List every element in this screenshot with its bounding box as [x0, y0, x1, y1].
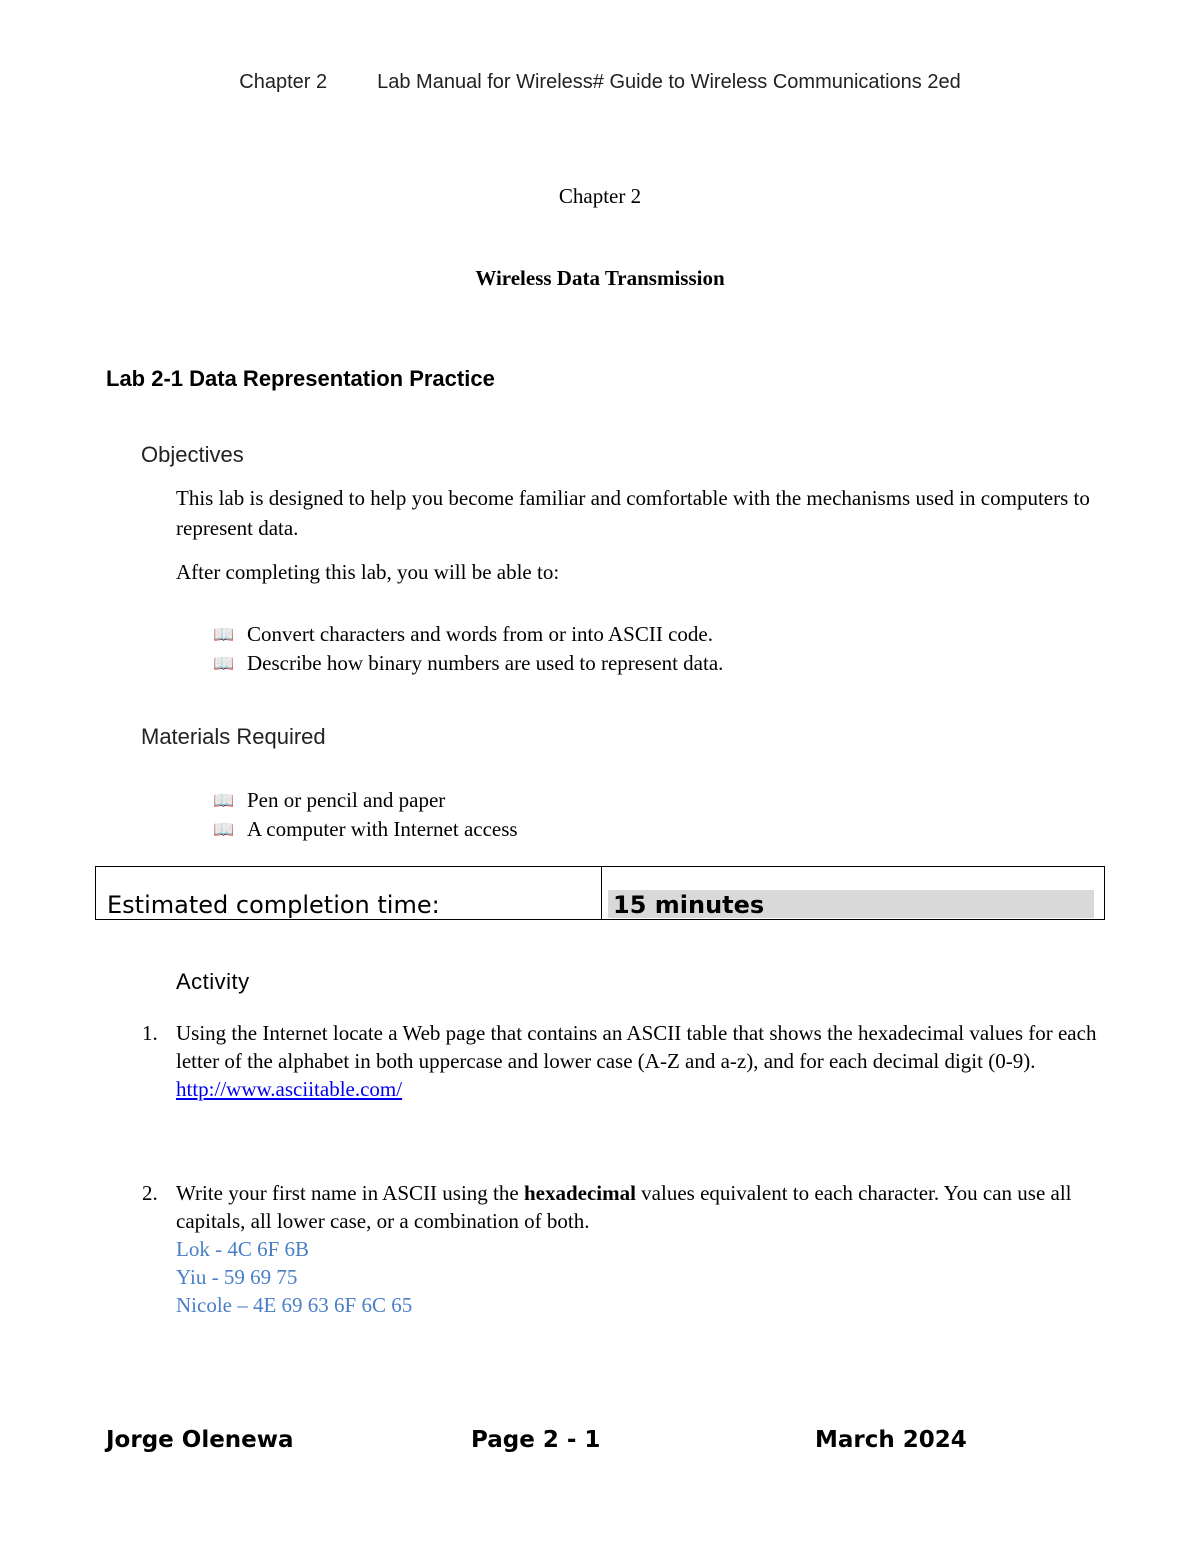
completion-time-value: 15 minutes: [613, 891, 765, 919]
activity-step-2: [142, 1179, 1102, 1319]
objectives-lead: After completing this lab, you will be able to:: [176, 560, 560, 584]
running-header: [0, 71, 1200, 94]
footer-date: March 2024: [815, 1427, 967, 1453]
materials-bullet-list: [213, 786, 518, 844]
answer-line: Lok - 4C 6F 6B: [176, 1237, 310, 1261]
completion-time-table: [95, 866, 1105, 920]
objectives-heading: Objectives: [141, 442, 244, 467]
bullet-text: Convert characters and words from or into ASCII code.: [247, 622, 713, 646]
book-bullet-icon: 📖: [213, 625, 235, 644]
table-divider: [601, 867, 602, 919]
activity-heading: Activity: [176, 969, 250, 994]
list-item: [213, 786, 518, 815]
list-item: [213, 649, 723, 678]
step-number: 2.: [142, 1181, 158, 1205]
book-bullet-icon: 📖: [213, 791, 235, 810]
bullet-text: Describe how binary numbers are used to represent data.: [247, 651, 724, 675]
activity-step-1: [142, 1019, 1102, 1103]
step-number: 1.: [142, 1021, 158, 1045]
book-bullet-icon: 📖: [213, 654, 235, 673]
lab-heading: Lab 2-1 Data Representation Practice: [106, 366, 495, 391]
chapter-title: Wireless Data Transmission: [475, 266, 725, 290]
footer-author: Jorge Olenewa: [106, 1427, 294, 1453]
step-text: [176, 1179, 1102, 1235]
list-item: [213, 620, 723, 649]
list-item: [213, 815, 518, 844]
materials-heading: Materials Required: [141, 724, 326, 749]
step-text-bold: hexadecimal: [523, 1181, 636, 1205]
ascii-table-link[interactable]: http://www.asciitable.com/: [176, 1077, 403, 1101]
chapter-label: Chapter 2: [558, 184, 642, 208]
completion-time-label: Estimated completion time:: [107, 891, 440, 919]
bullet-text: Pen or pencil and paper: [247, 788, 446, 812]
header-chapter: Chapter 2: [239, 71, 328, 93]
step-text: Using the Internet locate a Web page that contains an ASCII table that shows the hexadecimal values for each letter of the alphabet in both uppercase and lower case (A-Z and a-z), and for each decimal digit (0-9).: [176, 1021, 1097, 1073]
answer-line: Nicole – 4E 69 63 6F 6C 65: [176, 1293, 413, 1317]
bullet-text: A computer with Internet access: [247, 817, 518, 841]
header-book-title: Lab Manual for Wireless# Guide to Wireless Communications 2ed: [377, 71, 961, 93]
step-text-before: Write your first name in ASCII using the: [176, 1181, 524, 1205]
objectives-paragraph: This lab is designed to help you become familiar and comfortable with the mechanisms used in computers to represent data.: [176, 486, 1090, 540]
book-bullet-icon: 📖: [213, 820, 235, 839]
step-text-after: values equivalent to each character. You can use all capitals, all lower case, or a combination of both.: [176, 1181, 1072, 1233]
footer-page-number: Page 2 - 1: [471, 1427, 601, 1453]
answer-line: Yiu - 59 69 75: [176, 1265, 298, 1289]
objectives-bullet-list: [213, 620, 723, 678]
